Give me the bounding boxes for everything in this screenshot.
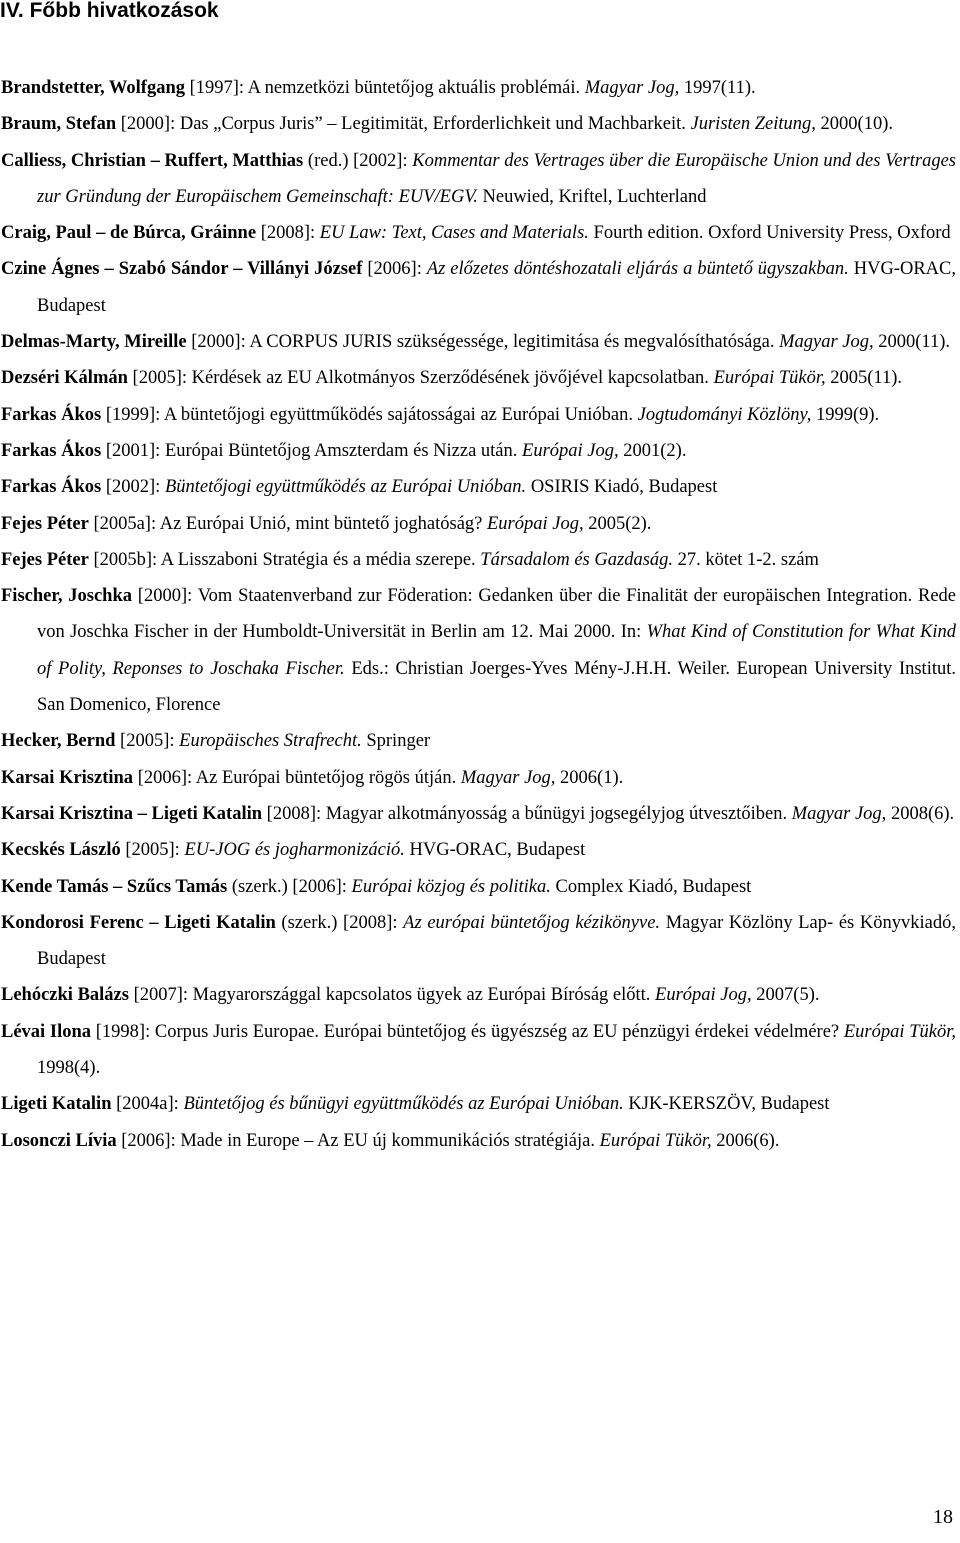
- reference-author: Hecker, Bernd: [1, 731, 116, 752]
- reference-text: [2006]:: [362, 259, 427, 280]
- reference-text: [2005b]: A Lisszaboni Stratégia és a média szerepe.: [88, 549, 481, 570]
- reference-italic-title: Európai Jog,: [522, 440, 619, 461]
- reference-author: Calliess, Christian – Ruffert, Matthias: [1, 150, 304, 171]
- reference-entry: [1, 433, 956, 469]
- reference-author: Fejes Péter: [1, 513, 89, 534]
- reference-italic-title: Jogtudományi Közlöny,: [637, 404, 812, 425]
- reference-text: KJK-KERSZÖV, Budapest: [623, 1094, 830, 1115]
- reference-italic-title: Juristen Zeitung,: [690, 114, 816, 135]
- reference-text: [2006]: Made in Europe – Az EU új kommunikációs stratégiája.: [116, 1130, 600, 1151]
- reference-author: Dezséri Kálmán: [1, 368, 128, 389]
- reference-author: Craig, Paul – de Búrca, Gráinne: [1, 223, 257, 244]
- reference-text: Fourth edition. Oxford University Press, Oxford: [588, 223, 951, 244]
- reference-italic-title: Kommentar des Vertrages über die Europäische Union und des Vertrages zur Gründung der Europäischem Gemeinschaft: EUV/EGV.: [37, 150, 956, 207]
- reference-italic-title: Az európai büntetőjog kézikönyve.: [403, 912, 661, 933]
- reference-entry: [1, 869, 956, 905]
- reference-entry: [1, 106, 956, 142]
- reference-text: 27. kötet 1-2. szám: [673, 549, 819, 570]
- reference-italic-title: Büntetőjog és bűnügyi együttműködés az Európai Unióban.: [183, 1094, 624, 1115]
- reference-text: (szerk.) [2006]:: [227, 876, 352, 897]
- reference-author: Delmas-Marty, Mireille: [1, 332, 187, 353]
- reference-author: Lévai Ilona: [1, 1021, 92, 1042]
- reference-italic-title: Az előzetes döntéshozatali eljárás a büntető ügyszakban.: [426, 259, 849, 280]
- reference-entry: [1, 469, 956, 505]
- reference-text: 2001(2).: [618, 440, 687, 461]
- reference-entry: [1, 397, 956, 433]
- reference-italic-title: Magyar Jog,: [791, 803, 887, 824]
- reference-author: Braum, Stefan: [1, 114, 117, 135]
- reference-text: 2007(5).: [751, 985, 820, 1006]
- reference-entry: [1, 70, 956, 106]
- reference-text: 2005(11).: [825, 368, 902, 389]
- reference-entry: [1, 542, 956, 578]
- reference-author: Czine Ágnes – Szabó Sándor – Villányi József: [1, 259, 363, 280]
- reference-entry: [1, 977, 956, 1013]
- reference-entry: [1, 832, 956, 868]
- reference-author: Fischer, Joschka: [1, 586, 133, 607]
- reference-author: Kende Tamás – Szűcs Tamás: [1, 876, 228, 897]
- reference-italic-title: Társadalom és Gazdaság.: [480, 549, 674, 570]
- reference-text: 2000(11).: [873, 332, 951, 353]
- reference-italic-title: Európai Jog,: [655, 985, 752, 1006]
- reference-text: 2006(1).: [555, 767, 624, 788]
- reference-italic-title: Európai közjog és politika.: [351, 876, 551, 897]
- reference-text: (szerk.) [2008]:: [275, 912, 404, 933]
- reference-text: [2002]:: [101, 477, 165, 498]
- reference-entry: [1, 324, 956, 360]
- reference-text: [2005a]: Az Európai Unió, mint büntető joghatóság?: [88, 513, 487, 534]
- reference-text: 2005(2).: [583, 513, 652, 534]
- reference-entry: [1, 1014, 956, 1087]
- reference-text: 2000(10).: [815, 114, 893, 135]
- reference-author: Farkas Ákos: [1, 404, 102, 425]
- reference-text: [2006]: Az Európai büntetőjog rögös útján.: [133, 767, 461, 788]
- reference-author: Lehóczki Balázs: [1, 985, 129, 1006]
- reference-text: 2008(6).: [886, 803, 955, 824]
- reference-italic-title: What Kind of Constitution for What Kind of Polity, Reponses to Joschaka Fischer.: [37, 622, 956, 679]
- reference-entry: [1, 723, 956, 759]
- reference-entry: [1, 760, 956, 796]
- reference-entry: [1, 215, 956, 251]
- reference-text: HVG-ORAC, Budapest: [37, 259, 956, 316]
- reference-author: Farkas Ákos: [1, 477, 102, 498]
- reference-text: [1999]: A büntetőjogi együttműködés sajátosságai az Európai Unióban.: [101, 404, 638, 425]
- reference-text: [2000]: A CORPUS JURIS szükségessége, legitimitása és megvalósíthatósága.: [186, 332, 780, 353]
- reference-italic-title: Magyar Jog,: [584, 78, 680, 98]
- reference-entry: [1, 143, 956, 216]
- reference-text: [2000]: Vom Staatenverband zur Föderation: Gedanken über die Finalität der europäischen Integration. Rede von Joschka Fischer in der Humboldt-Universität in Berlin am 12. Mai 2000. In:: [37, 586, 956, 643]
- reference-entry: [1, 796, 956, 832]
- reference-entry: [1, 1123, 956, 1159]
- reference-italic-title: Magyar Jog,: [460, 767, 556, 788]
- reference-text: Eds.: Christian Joerges-Yves Mény-J.H.H. Weiler. European University Institut. San Domenico, Florence: [37, 658, 956, 716]
- reference-text: Neuwied, Kriftel, Luchterland: [477, 186, 707, 207]
- reference-list: [1, 70, 956, 1159]
- reference-text: 1997(11).: [679, 78, 756, 98]
- reference-text: [2005]:: [120, 840, 185, 861]
- reference-italic-title: Európai Tükör,: [843, 1021, 956, 1042]
- reference-italic-title: Európai Jog,: [487, 513, 584, 534]
- reference-author: Fejes Péter: [1, 549, 89, 570]
- reference-italic-title: Európai Tükör,: [713, 368, 826, 389]
- reference-author: Brandstetter, Wolfgang: [1, 78, 185, 98]
- reference-text: [2000]: Das „Corpus Juris” – Legitimität, Erforderlichkeit und Machbarkeit.: [116, 114, 691, 135]
- reference-text: [2005]:: [115, 731, 180, 752]
- reference-italic-title: Büntetőjogi együttműködés az Európai Unióban.: [164, 477, 527, 498]
- reference-author: Farkas Ákos: [1, 440, 102, 461]
- reference-italic-title: Magyar Jog,: [779, 332, 874, 353]
- reference-author: Losonczi Lívia: [1, 1130, 117, 1151]
- reference-entry: [1, 905, 956, 978]
- reference-text: [2001]: Európai Büntetőjog Amszterdam és Nizza után.: [101, 440, 523, 461]
- reference-text: [2004a]:: [111, 1094, 184, 1115]
- reference-author: Kecskés László: [1, 840, 121, 861]
- section-heading: IV. Főbb hivatkozások: [0, 0, 219, 22]
- reference-author: Ligeti Katalin: [1, 1094, 112, 1115]
- reference-italic-title: Europäisches Strafrecht.: [179, 731, 362, 752]
- reference-author: Kondorosi Ferenc – Ligeti Katalin: [1, 912, 276, 933]
- reference-text: Springer: [361, 731, 431, 752]
- reference-entry: [1, 578, 956, 723]
- reference-entry: [1, 360, 956, 396]
- reference-text: (red.) [2002]:: [303, 150, 413, 171]
- reference-text: [2005]: Kérdések az EU Alkotmányos Szerződésének jövőjével kapcsolatban.: [127, 368, 714, 389]
- reference-text: OSIRIS Kiadó, Budapest: [526, 477, 718, 498]
- reference-text: [1998]: Corpus Juris Europae. Európai büntetőjog és ügyészség az EU pénzügyi érdekei védelmére?: [91, 1021, 844, 1042]
- reference-italic-title: Európai Tükör,: [599, 1130, 712, 1151]
- reference-entry: [1, 251, 956, 324]
- reference-text: 1998(4).: [37, 1058, 101, 1079]
- reference-text: Complex Kiadó, Budapest: [550, 876, 752, 897]
- reference-entry: [1, 1086, 956, 1122]
- reference-italic-title: EU Law: Text, Cases and Materials.: [319, 223, 589, 244]
- reference-text: [1997]: A nemzetközi büntetőjog aktuális problémái.: [184, 78, 585, 98]
- reference-text: 1999(9).: [811, 404, 880, 425]
- reference-text: [2008]:: [256, 223, 320, 244]
- page-number: 18: [933, 1506, 953, 1528]
- reference-italic-title: EU-JOG és jogharmonizáció.: [184, 840, 405, 861]
- reference-author: Karsai Krisztina: [1, 767, 134, 788]
- reference-text: 2006(6).: [711, 1130, 780, 1151]
- reference-text: HVG-ORAC, Budapest: [404, 840, 586, 861]
- reference-text: [2008]: Magyar alkotmányosság a bűnügyi jogsegélyjog útvesztőiben.: [262, 803, 792, 824]
- reference-entry: [1, 506, 956, 542]
- reference-text: Magyar Közlöny Lap- és Könyvkiadó, Budapest: [37, 912, 956, 970]
- reference-text: [2007]: Magyarországgal kapcsolatos ügyek az Európai Bíróság előtt.: [128, 985, 656, 1006]
- reference-author: Karsai Krisztina – Ligeti Katalin: [1, 803, 263, 824]
